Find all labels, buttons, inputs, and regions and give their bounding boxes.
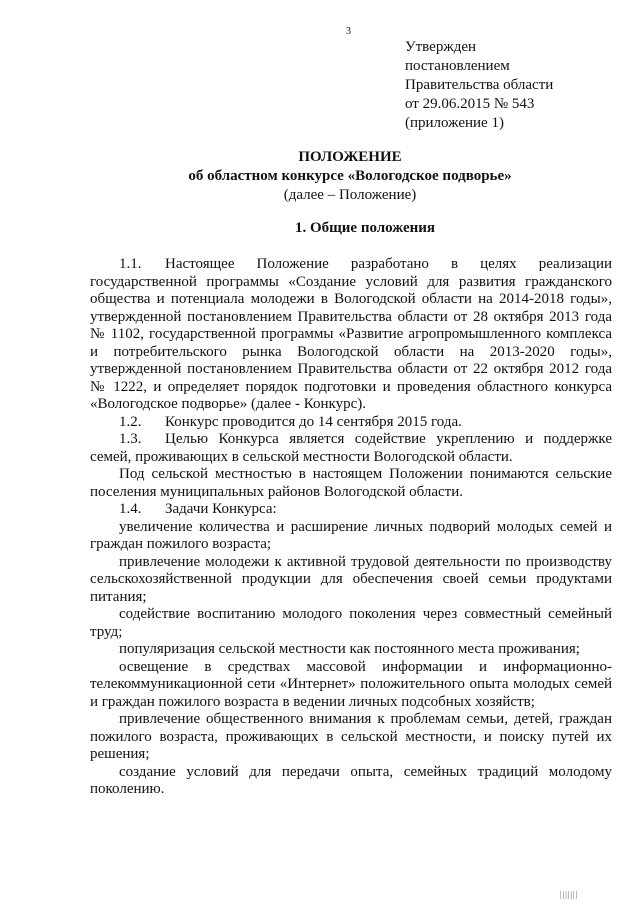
clause-number: 1.1. [119, 256, 142, 272]
paragraph-1-1 [90, 256, 612, 414]
clause-number: 1.3. [119, 431, 142, 447]
clause-text: Задачи Конкурса: [165, 501, 277, 517]
paragraph-1-2 [90, 414, 612, 432]
task-item: содействие воспитанию молодого поколения через совместный семейный труд; [90, 606, 612, 640]
clause-text: Целью Конкурса является содействие укреплению и поддержке семей, проживающих в сельской местности Вологодской области. [90, 431, 612, 465]
clause-number: 1.4. [119, 501, 142, 517]
section-title: 1. Общие положения [294, 220, 436, 236]
scan-mark: ||||||| [560, 890, 579, 899]
approval-line: Правительства области [405, 77, 554, 93]
task-item: освещение в средствах массовой информации и информационно-телекоммуникационной сети «Интернет» положительного опыта молодых семей и граждан пожилого возраста в ведении личных подсобных хозяйств; [90, 658, 612, 710]
task-item: популяризация сельской местности как постоянного места проживания; [119, 641, 580, 657]
paragraph-1-4 [90, 501, 612, 519]
paragraph-rural-definition: Под сельской местностью в настоящем Положении понимаются сельские поселения муниципальных районов Вологодской области. [90, 466, 612, 500]
document-title [0, 148, 640, 205]
approval-line: постановлением [405, 58, 510, 74]
approval-line: Утвержден [405, 39, 477, 55]
title-note: (далее – Положение) [283, 187, 417, 203]
document-body [90, 256, 612, 799]
clause-text: Настоящее Положение разработано в целях реализации государственной программы «Создание условий для развития гражданского общества и потенциала молодежи в Вологодской области на 2014-2018 годы», утвержденной постановлением Правительства области от 28 октября 2013 года № 1102, государственной программы «Развитие агропромышленного комплекса и потребительского рынка Вологодской области на 2013-2020 годы», утвержденной постановлением Правительства области от 22 октября 2012 года № 1222, и определяет порядок подготовки и проведения областного конкурса «Вологодское подворье» (далее - Конкурс). [90, 256, 612, 412]
approval-line: (приложение 1) [405, 115, 504, 131]
approval-line: от 29.06.2015 № 543 [405, 96, 535, 112]
title-subheading: об областном конкурсе «Вологодское подворье» [188, 168, 512, 184]
paragraph-1-3 [90, 431, 612, 466]
approval-stamp [405, 38, 630, 133]
task-item: привлечение общественного внимания к проблемам семьи, детей, граждан пожилого возраста, проживающих в сельской местности, и поиску путей их решения; [90, 711, 612, 762]
clause-text: Конкурс проводится до 14 сентября 2015 года. [165, 413, 462, 430]
task-item: привлечение молодежи к активной трудовой деятельности по производству сельскохозяйственной продукции для обеспечения своей семьи продуктами питания; [90, 553, 612, 605]
page-number: 3 [346, 26, 351, 37]
clause-number: 1.2. [119, 413, 142, 430]
title-heading: ПОЛОЖЕНИЕ [298, 149, 402, 165]
task-item: увеличение количества и расширение личных подворий молодых семей и граждан пожилого возраста; [90, 518, 612, 552]
task-item: создание условий для передачи опыта, семейных традиций молодому поколению. [90, 763, 612, 797]
